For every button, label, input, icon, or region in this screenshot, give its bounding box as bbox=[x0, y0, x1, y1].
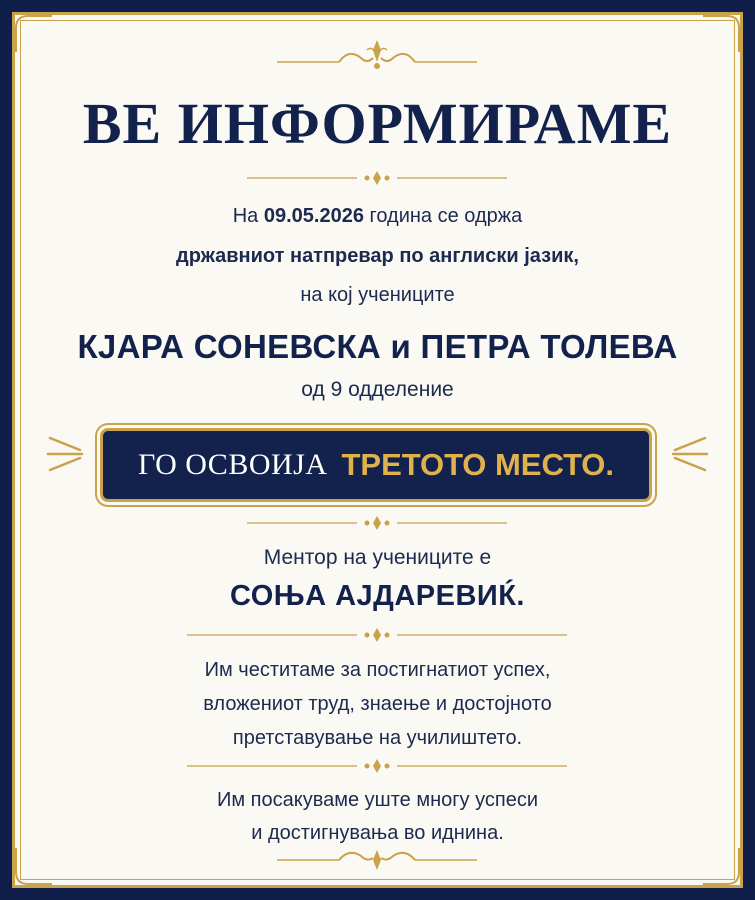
congrats-line-3: претставување на училиштето. bbox=[232, 727, 523, 749]
student-names: КЈАРА СОНЕВСКА и ПЕТРА ТОЛЕВА bbox=[77, 328, 678, 365]
intro-line-3: на кој учениците bbox=[300, 284, 455, 306]
mentor-name: СОЊА АЈДАРЕВИЌ. bbox=[230, 580, 525, 612]
intro-prefix: На bbox=[232, 205, 264, 227]
event-date: 09.05.2026 bbox=[263, 205, 364, 227]
page-title: ВЕ ИНФОРМИРАМЕ bbox=[82, 91, 673, 156]
congrats-line-1: Им честитаме за постигнатиот успех, bbox=[204, 659, 551, 681]
mentor-label: Ментор на учениците е bbox=[263, 546, 492, 569]
achievement-place: ТРЕТОТО МЕСТО. bbox=[341, 447, 614, 482]
wishes-line-2: и достигнувања во иднина. bbox=[251, 822, 504, 844]
achievement-verb: ГО ОСВОИЈА bbox=[138, 448, 328, 481]
event-name: државниот натпревар по англиски јазик, bbox=[176, 245, 579, 267]
intro-suffix: година се одржа bbox=[363, 205, 523, 227]
wishes-line-1: Им посакуваме уште многу успеси bbox=[216, 789, 538, 811]
congrats-line-2: вложениот труд, знаење и достојното bbox=[203, 693, 552, 715]
intro-line-1 bbox=[12, 204, 743, 228]
achievement-banner bbox=[100, 428, 652, 502]
grade-text: од 9 одделение bbox=[301, 378, 454, 401]
poster-content bbox=[12, 12, 743, 888]
